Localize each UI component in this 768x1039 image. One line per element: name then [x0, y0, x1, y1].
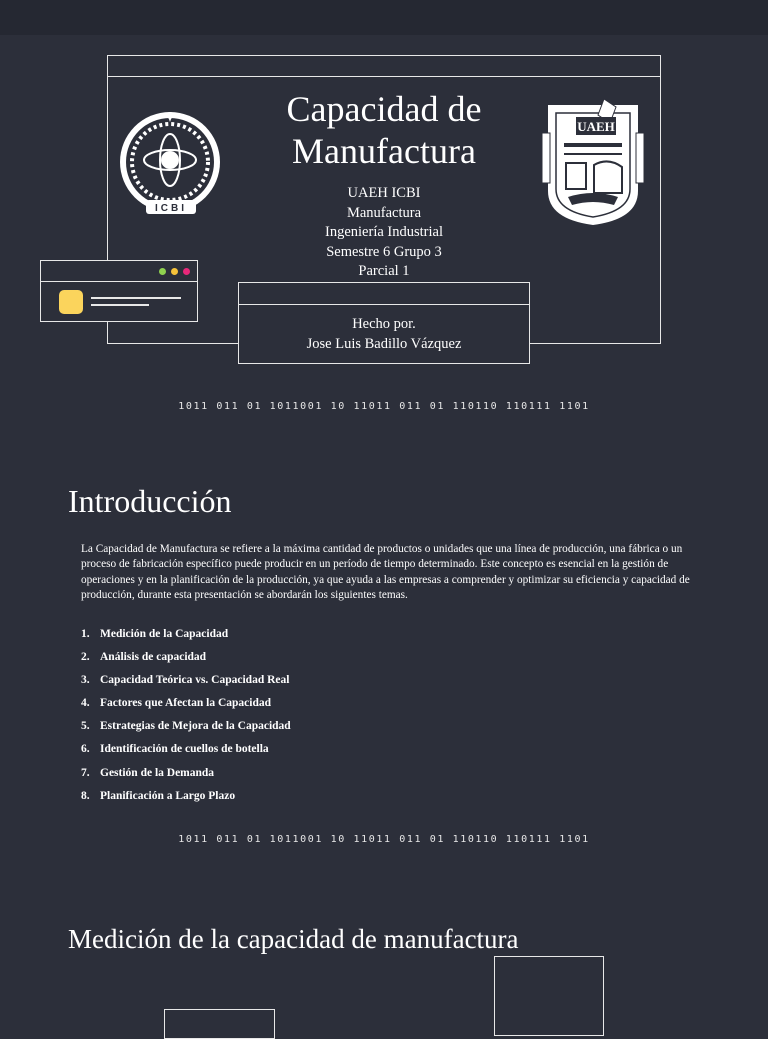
topics-list: [81, 626, 291, 811]
intro-heading: Introducción: [68, 483, 232, 519]
section-heading: Medición de la capacidad de manufactura: [68, 924, 519, 954]
viewer-top-bar: [0, 0, 768, 35]
binary-divider-1: 1011 011 01 1011001 10 11011 011 01 110110 110111 1101: [178, 401, 590, 412]
list-number: 3.: [81, 674, 90, 687]
cover-subject: Manufactura: [346, 204, 422, 221]
cover-title-line-1: Capacidad de: [286, 89, 482, 129]
author-box: [238, 282, 530, 364]
cover-semester-group: Semestre 6 Grupo 3: [326, 243, 442, 260]
list-number: 7.: [81, 766, 90, 779]
author-name: Jose Luis Badillo Vázquez: [306, 335, 462, 352]
section-frame-right: [494, 956, 604, 1036]
window-yellow-square: [59, 290, 83, 314]
list-number: 1.: [81, 628, 90, 640]
binary-divider-2: 1011 011 01 1011001 10 11011 011 01 110110 110111 1101: [178, 834, 590, 845]
author-box-header-line: [239, 304, 529, 305]
window-dot-green: [159, 268, 166, 275]
list-label: Estrategias de Mejora de la Capacidad: [100, 720, 291, 733]
uaeh-bar-1: [564, 143, 622, 147]
list-number: 6.: [81, 743, 90, 756]
cover-career: Ingeniería Industrial: [325, 224, 443, 240]
list-number: 2.: [81, 651, 90, 664]
list-number: 8.: [81, 789, 90, 802]
window-line-1: [91, 297, 181, 299]
cover-title-line-2: Manufactura: [292, 131, 476, 171]
list-label: Medición de la Capacidad: [100, 628, 229, 640]
intro-paragraph: La Capacidad de Manufactura se refiere a la máxima cantidad de productos o unidades que una línea de producción, una fábrica o un proceso de fabricación específico puede producir en un período de tiempo determinado. Este concepto es esencial en la gestión de operaciones y en la planificación de la producción, ya que ayuda a las empresas a comprender y optimizar su eficiencia y capacidad de producción, durante esta presentación se abordarán los siguientes temas.: [81, 543, 690, 601]
uaeh-column-left: [542, 133, 550, 183]
list-item: [81, 649, 291, 672]
window-dot-pink: [183, 268, 190, 275]
window-header-line: [41, 281, 197, 282]
section-frame-left: [164, 1009, 275, 1039]
window-dot-yellow: [171, 268, 178, 275]
icbi-logo-core: [161, 151, 179, 169]
author-text: [239, 315, 529, 354]
uaeh-logo: [538, 93, 648, 227]
list-item: [81, 788, 291, 811]
icbi-logo-text: ICBI: [155, 203, 187, 214]
icbi-logo: [112, 104, 230, 220]
uaeh-bar-2: [564, 153, 622, 155]
list-item: [81, 765, 291, 788]
cover-partial: Parcial 1: [358, 263, 410, 279]
author-label: Hecho por.: [352, 316, 416, 332]
list-label: Capacidad Teórica vs. Capacidad Real: [100, 674, 290, 687]
decorative-window: [40, 260, 198, 322]
list-label: Análisis de capacidad: [100, 651, 207, 664]
list-label: Identificación de cuellos de botella: [100, 743, 269, 756]
list-item: [81, 672, 291, 695]
list-label: Gestión de la Demanda: [100, 766, 215, 779]
cover-frame-header-line: [108, 76, 660, 77]
list-number: 4.: [81, 697, 90, 710]
cover-meta: [234, 184, 534, 282]
uaeh-logo-text: UAEH: [577, 119, 615, 134]
list-item: [81, 741, 291, 764]
list-label: Factores que Afectan la Capacidad: [100, 697, 272, 710]
list-label: Planificación a Largo Plazo: [100, 789, 236, 802]
cover-institution: UAEH ICBI: [347, 185, 421, 201]
window-line-2: [91, 304, 149, 306]
cover-title: [234, 88, 534, 172]
list-item: [81, 718, 291, 741]
uaeh-column-right: [636, 133, 644, 183]
list-item: [81, 626, 291, 649]
list-number: 5.: [81, 720, 90, 733]
list-item: [81, 695, 291, 718]
